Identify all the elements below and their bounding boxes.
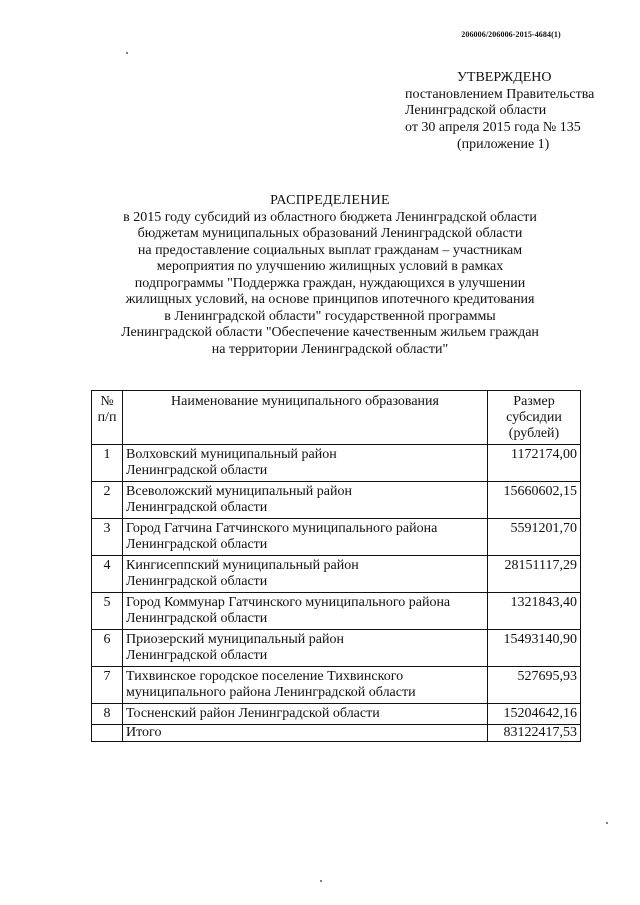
title-line: подпрограммы "Поддержка граждан, нуждающихся в улучшении <box>134 275 526 291</box>
municipality-name <box>123 556 488 593</box>
row-number: 2 <box>92 482 123 519</box>
total-num-cell <box>92 725 123 742</box>
municipality-name <box>123 482 488 519</box>
total-label: Итого <box>123 725 488 742</box>
municipality-name-line: Город Коммунар Гатчинского муниципального района <box>126 595 451 610</box>
municipality-name-line: Ленинградской области <box>126 500 268 515</box>
row-number: 7 <box>92 667 123 704</box>
municipality-name-line: Ленинградской области <box>126 611 268 626</box>
document-id: 206006/206006-2015-4684(1) <box>461 30 561 39</box>
municipality-name-line: Ленинградской области <box>126 574 268 589</box>
distribution-table <box>91 390 581 742</box>
title-line: в 2015 году субсидий из областного бюджета Ленинградской области <box>123 209 537 225</box>
table-body <box>92 445 581 725</box>
title-line: в Ленинградской области" государственной программы <box>164 308 496 324</box>
approval-heading: УТВЕРЖДЕНО <box>457 70 552 85</box>
table-row <box>92 704 581 725</box>
municipality-name-line: Город Гатчина Гатчинского муниципального района <box>126 521 438 536</box>
scan-speck <box>606 822 608 824</box>
row-number: 5 <box>92 593 123 630</box>
row-number: 1 <box>92 445 123 482</box>
municipality-name <box>123 445 488 482</box>
municipality-name <box>123 519 488 556</box>
document-title <box>120 193 540 358</box>
subsidy-amount: 527695,93 <box>488 667 581 704</box>
table-row <box>92 593 581 630</box>
row-number: 8 <box>92 704 123 725</box>
subsidy-amount: 15493140,90 <box>488 630 581 667</box>
row-number: 6 <box>92 630 123 667</box>
municipality-name <box>123 704 488 725</box>
header-amount: Размер субсидии (рублей) <box>488 391 581 445</box>
title-line: на предоставление социальных выплат гражданам – участникам <box>137 242 523 258</box>
municipality-name-line: Кингисеппский муниципальный район <box>126 558 359 573</box>
title-line: жилищных условий, на основе принципов ипотечного кредитования <box>125 292 535 307</box>
scan-speck <box>320 880 322 882</box>
table-row <box>92 556 581 593</box>
municipality-name-line: Волховский муниципальный район <box>126 447 337 462</box>
table-row <box>92 519 581 556</box>
municipality-name-line: Тосненский район Ленинградской области <box>126 706 380 721</box>
total-row <box>92 725 581 742</box>
title-line: Ленинградской области "Обеспечение качественным жильем граждан <box>121 325 539 340</box>
scan-speck <box>126 52 128 54</box>
subsidy-amount: 15660602,15 <box>488 482 581 519</box>
title-line: мероприятия по улучшению жилищных условий в рамках <box>156 259 504 274</box>
title-heading: РАСПРЕДЕЛЕНИЕ <box>270 193 390 208</box>
title-line: на территории Ленинградской области" <box>211 341 449 357</box>
title-line: бюджетам муниципальных образований Ленинградской области <box>137 226 523 241</box>
approval-line-2: Ленинградской области <box>405 103 547 118</box>
municipality-name <box>123 630 488 667</box>
subsidy-amount: 15204642,16 <box>488 704 581 725</box>
approval-stamp <box>405 70 605 154</box>
row-number: 3 <box>92 519 123 556</box>
table-row <box>92 630 581 667</box>
table-row <box>92 482 581 519</box>
approval-line-3: от 30 апреля 2015 года № 135 <box>405 119 581 135</box>
municipality-name-line: Всеволожский муниципальный район <box>126 484 352 499</box>
table-row <box>92 667 581 704</box>
appendix-note: (приложение 1) <box>457 137 550 152</box>
subsidy-amount: 1172174,00 <box>488 445 581 482</box>
municipality-name-line: Ленинградской области <box>126 648 268 663</box>
table-row <box>92 445 581 482</box>
municipality-name-line: Тихвинское городское поселение Тихвинского <box>126 669 404 684</box>
municipality-name <box>123 593 488 630</box>
municipality-name <box>123 667 488 704</box>
header-number: № п/п <box>92 391 123 445</box>
subsidy-amount: 28151117,29 <box>488 556 581 593</box>
table-header-row <box>92 391 581 445</box>
municipality-name-line: Приозерский муниципальный район <box>126 632 344 647</box>
municipality-name-line: муниципального района Ленинградской области <box>126 685 416 700</box>
row-number: 4 <box>92 556 123 593</box>
municipality-name-line: Ленинградской области <box>126 537 268 552</box>
subsidy-amount: 5591201,70 <box>488 519 581 556</box>
total-amount: 83122417,53 <box>488 725 581 742</box>
municipality-name-line: Ленинградской области <box>126 463 268 478</box>
header-name: Наименование муниципального образования <box>123 391 488 445</box>
approval-line-1: постановлением Правительства <box>405 86 595 102</box>
subsidy-amount: 1321843,40 <box>488 593 581 630</box>
